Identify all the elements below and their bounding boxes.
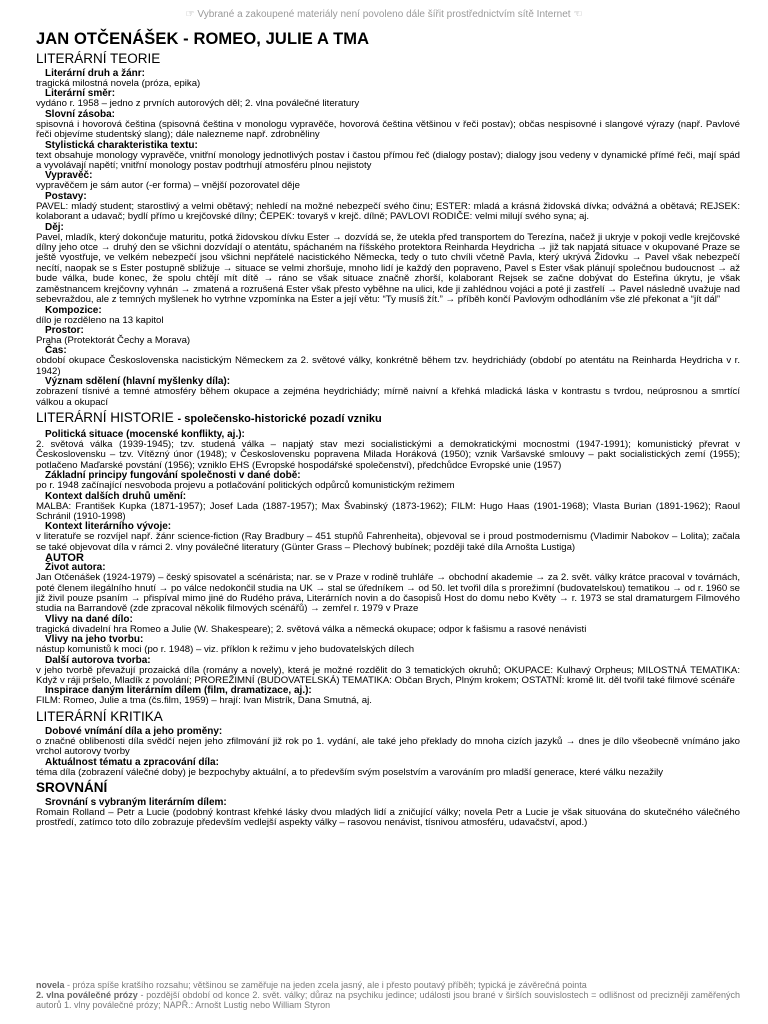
footnote-novela <box>36 980 740 990</box>
section-heading-author: AUTOR <box>45 552 84 565</box>
author-item-adaptations <box>36 686 740 706</box>
item-text: období okupace Československa nacistickým Německem za 2. světové války, konkrétně během tzv. heydrichiády (období po atentátu na Reinharda Heydricha v r. 1942) <box>36 355 740 377</box>
theory-item-time <box>36 346 740 377</box>
item-label: Stylistická charakteristika textu: <box>45 139 198 151</box>
item-label: Vypravěč: <box>45 170 93 182</box>
item-label: Kompozice: <box>45 304 102 316</box>
theory-item-meaning <box>36 377 740 408</box>
history-subheading: - společensko-historické pozadí vzniku <box>177 412 382 425</box>
item-text: text obsahuje monology vypravěče, vnitřní monology jednotlivých postav i častou přímou řeč (dialogy postav); dialogy jsou vedeny v dynamické přímé řeči, mají spád a vyvolávají napětí; vnitřní monology postav podtrhují atmosféru plnou nejistoty <box>36 149 740 172</box>
item-text: Jan Otčenášek (1924-1979) – český spisovatel a scénárista; nar. se v Praze v rodině truhláře → obchodní akademie → za 2. svět. války krátce pracoval v továrnách, poté členem ilegálního hnutí → po válce nedokončil studia na UK → stal se úředníkem → od 50. let tvořil díla s prorežimní (budovatelskou) tematikou → od r. 1960 se již živil pouze psaním → přispíval mimo jiné do Rudého práva, Literárních novin a do časopisů Host do domu nebo Květy → r. 1973 se stal dramaturgem Filmového studia na Barrandově (zde zpracoval několik filmových scénářů) → zemřel r. 1979 v Praze <box>36 572 740 615</box>
document-page <box>36 30 740 829</box>
item-text: Pavel, mladík, který dokončuje maturitu, potká židovskou dívku Ester → dozvídá se, že utekla před transportem do Terezína, načež ji ukryje v pokoji vedle krejčovské dílny jeho otce → druhý den se všichni dozvídají o atentátu, spáchaném na říšského protektora Reinharda Heydricha → již tak napjatá situace v okupované Praze se ještě vyostřuje, ve velkém nebezpečí jsou všichni nepřátelé nacistického Německa, tedy o tuto chvíli včetně Pavla, který ukrývá Židovku → Pavel však nebezpečí necítí, naopak se s Ester postupně sbližuje → situace se velmi zhoršuje, mnoho lidí je každý den popraveno, Pavel s Ester však plánují společnou budoucnost → až bude válka, bude konec, že spolu chtějí mít dítě → ráno se však situace značně zhorší, kolaborant Rejsek se začne dobývat do Esteřina úkrytu, je však zaměstnancem krejčovny vyhnán → zmatená a rozrušená Ester však přesto vyběhne na ulici, kde ji zahlédnou vojáci a poté ji zastřelí → Pavel následně uvažuje nad sebevraždou, ale z temných myšlenek ho vytrhne vzpomínka na Ester a její větu: “Ty musíš žít.” → příběh končí Pavlovým odhodláním vše zlé překonat a “jít dál” <box>36 231 740 306</box>
section-heading-critique: LITERÁRNÍ KRITIKA <box>36 708 163 724</box>
author-item-influences-career <box>36 635 740 655</box>
item-label: Aktuálnost tématu a zpracování díla: <box>45 756 219 768</box>
footnote-term: 2. vlna poválečné prózy <box>36 990 138 1000</box>
section-heading-theory: LITERÁRNÍ TEORIE <box>36 51 161 66</box>
history-heading-text: LITERÁRNÍ HISTORIE <box>36 409 174 425</box>
footnote-second-wave <box>36 990 740 1010</box>
history-item-arts <box>36 492 740 523</box>
item-text: FILM: Romeo, Julie a tma (čs.film, 1959) – hrají: Ivan Mistrík, Dana Smutná, aj. <box>36 695 372 707</box>
item-label: Literární druh a žánr: <box>45 68 146 79</box>
item-text: MALBA: František Kupka (1871-1957); Josef Lada (1887-1957); Max Švabinský (1873-1962); FILM: Hugo Haas (1901-1968); Vlasta Burian (1891-1962); Raoul Schránil (1910-1998) <box>36 500 740 522</box>
theory-item-style <box>36 141 740 172</box>
item-text: o značné oblibenosti díla svědčí nejen jeho zfilmování již rok po 1. vydání, ale také jeho překlady do mnoha cizích jazyků → dnes je dílo všeobecně vnímáno jako vrchol autorovy tvorby <box>36 735 740 758</box>
critique-item-reception <box>36 727 740 758</box>
theory-item-movement <box>36 89 740 109</box>
item-text: vydáno r. 1958 – jedno z prvních autorových děl; 2. vlna poválečné literatury <box>36 98 360 110</box>
item-text: Praha (Protektorát Čechy a Morava) <box>36 334 191 346</box>
item-text: tragická milostná novela (próza, epika) <box>36 78 201 89</box>
theory-item-characters <box>36 192 740 223</box>
theory-item-genre <box>36 69 740 89</box>
theory-item-vocabulary <box>36 110 740 141</box>
item-text: spisovná i hovorová čeština (spisovná čeština v monologu vypravěče, hovorová čeština většinou v řeči postav); občas nespisovné i slangové výrazy (např. Pavlové řeči objevíme studentský slang); dále nalezneme např. zdrobněliny <box>36 118 740 141</box>
item-text: po r. 1948 začínající nesvoboda projevu a potlačování politických odpůrců komunistickým režimem <box>36 480 455 492</box>
item-label: Prostor: <box>45 324 84 336</box>
item-label: Kontext dalších druhů umění: <box>45 490 187 502</box>
item-text: v literatuře se rozvíjel např. žánr science-fiction (Ray Bradbury – 451 stupňů Fahrenheita), objevoval se i proud postmodernismu (Vladimir Nabokov – Lolita); začala se také objevovat díla v rámci 2. vlny poválečné literatury (Günter Grass – Plechový bubínek; později také díla Arnošta Lustiga) <box>36 531 740 553</box>
copyright-notice: ☞ Vybrané a zakoupené materiály není povoleno dále šířit prostřednictvím sítě Internet ☜ <box>185 9 583 20</box>
item-label: Kontext literárního vývoje: <box>45 521 172 533</box>
section-heading-history <box>36 410 740 427</box>
item-text: tragická divadelní hra Romeo a Julie (W. Shakespeare); 2. světová válka a německá okupace; odpor k fašismu a rasové nenávisti <box>36 623 587 635</box>
critique-item-relevance <box>36 758 740 778</box>
page-title: JAN OTČENÁŠEK - ROMEO, JULIE A TMA <box>36 30 370 48</box>
item-text: zobrazení tísnivé a temné atmosféry během okupace a zejména heydrichiády; mírně naivní a křehká mladická láska v kontrastu s tvrdou, neúprosnou a smrtící válkou a okupací <box>36 386 740 408</box>
author-item-influences-work <box>36 615 740 635</box>
item-text: vypravěčem je sám autor (-er forma) – vnější pozorovatel děje <box>36 180 300 192</box>
item-text: PAVEL: mladý student; starostlivý a velmi obětavý; nehledí na možné nebezpečí svého činu; ESTER: mladá a krásná židovská dívka; odvážná a obětavá; REJSEK: kolaborant a udavač; bydlí přímo u krejčovské dílny; ČEPEK: tovaryš v krejč. dílně; PAVLOVI RODIČE: velmi milují svého syna; aj. <box>36 200 740 223</box>
item-text: v jeho tvorbě převažují prozaická díla (romány a novely), která je možné rozdělit do 3 tematických okruhů; OKUPACE: Kulhavý Orpheus; MILOSTNÁ TEMATIKA: Když v ráji pršelo, Mladík z povolání; PROREŽIMNÍ (BUDOVATELSKÁ) TEMATIKA: Občan Brych, Plným krokem; OSTATNÍ: kromě lit. děl tvořil také filmové scénáře <box>36 664 740 687</box>
item-text: 2. světová válka (1939-1945); tzv. studená válka – napjatý stav mezi socialistickými a demokratickými mocnostmi (1947-1991); komunistický převrat v Československu – tzv. Vítězný únor (1948); v Československu popravena Milada Horáková (1950); vznik Varšavské smlouvy – pakt socialistických zemí (1955); potlačeno Maďarské povstání (1956); vzniklo EHS (Evropské hospodářské společenství), předchůdce Evropské unie (1957) <box>36 438 740 471</box>
comparison-item <box>36 798 740 829</box>
theory-item-setting <box>36 326 740 346</box>
item-label: Další autorova tvorba: <box>45 654 151 666</box>
author-item-other-works <box>36 656 740 687</box>
item-label: Děj: <box>45 221 64 233</box>
item-text: Romain Rolland – Petr a Lucie (podobný kontrast křehké lásky dvou mladých lidí a zničující války; novela Petr a Lucie je však situována do skutečného válečného prostředí, zatímco toto dílo zobrazuje především vedlejší aspekty války – rasovou nenávist, tísnivou atmosféru, udavačství, apod.) <box>36 807 740 829</box>
item-label: Dobové vnímání díla a jeho proměny: <box>45 725 223 737</box>
item-label: Vlivy na jeho tvorbu: <box>45 634 144 646</box>
theory-item-composition <box>36 306 740 326</box>
section-heading-comparison: SROVNÁNÍ <box>36 780 108 796</box>
theory-item-narrator <box>36 171 740 191</box>
theory-item-plot <box>36 223 740 306</box>
item-label: Inspirace daným literárním dílem (film, dramatizace, aj.): <box>45 685 312 697</box>
item-label: Vlivy na dané dílo: <box>45 613 133 625</box>
item-text: nástup komunistů k moci (po r. 1948) – viz. příklon k režimu v jeho budovatelských dílech <box>36 644 415 656</box>
item-text: téma díla (zobrazení válečné doby) je bezpochyby aktuální, a to především svým poselstvím a varováním pro mladší generace, které válku nezažily <box>36 766 664 778</box>
footnote-text: - pozdější období od konce 2. svět. války; důraz na psychiku jedince; události jsou brané v širších souvislostech = odlišnost od precizněji zaměřených autorů 1. vlny poválečné prózy; NAPŘ.: Arnošt Lustig nebo William Styron <box>36 990 740 1010</box>
item-text: dílo je rozděleno na 13 kapitol <box>36 314 164 326</box>
history-item-society <box>36 471 740 491</box>
history-item-literature <box>36 522 740 553</box>
footnotes <box>36 980 740 1010</box>
footnote-term: novela <box>36 980 65 990</box>
item-label: Život autora: <box>45 562 106 574</box>
item-label: Srovnání s vybraným literárním dílem: <box>45 797 227 809</box>
item-label: Význam sdělení (hlavní myšlenky díla): <box>45 376 231 388</box>
history-item-politics <box>36 430 740 471</box>
item-label: Literární směr: <box>45 88 116 100</box>
item-label: Postavy: <box>45 190 87 202</box>
item-label: Politická situace (mocenské konflikty, aj.): <box>45 428 245 440</box>
item-label: Slovní zásoba: <box>45 108 116 120</box>
item-label: Čas: <box>45 345 67 357</box>
footnote-text: - próza spíše kratšího rozsahu; většinou se zaměřuje na jeden zcela jasný, ale i přesto poutavý příběh; typická je závěrečná pointa <box>67 980 587 990</box>
author-item-life <box>36 563 740 615</box>
item-label: Základní principy fungování společnosti v dané době: <box>45 470 301 482</box>
